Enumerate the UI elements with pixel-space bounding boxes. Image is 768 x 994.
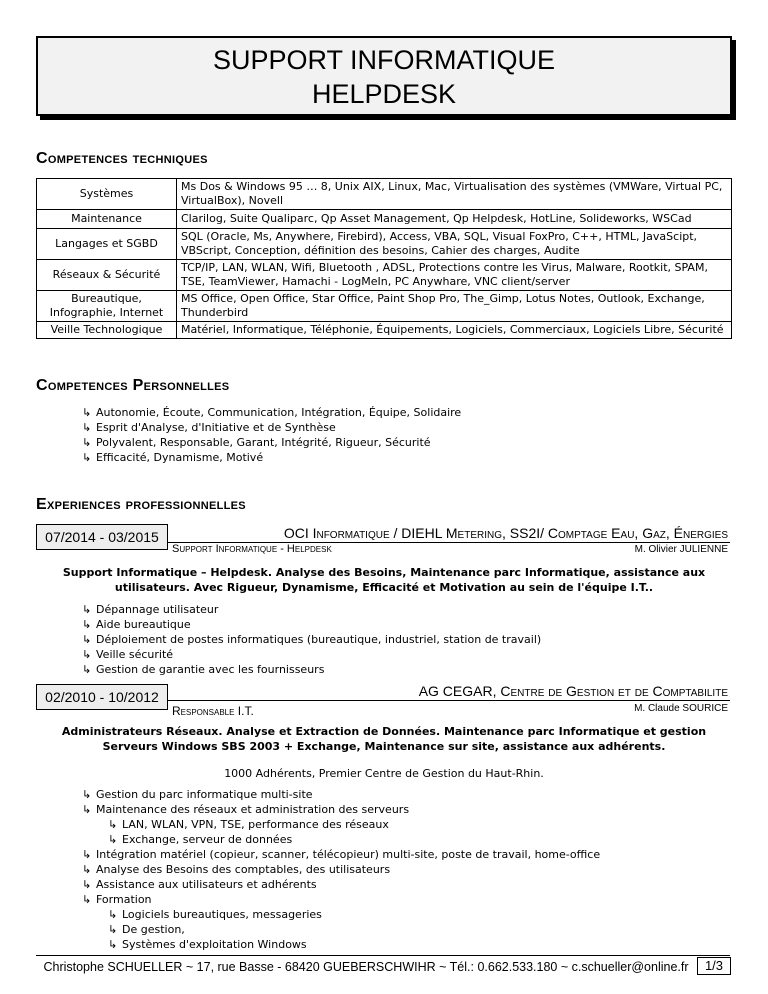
skill-value: MS Office, Open Office, Star Office, Paint Shop Pro, The_Gimp, Lotus Notes, Outlook, Exchange, Thunderbird	[177, 291, 732, 322]
list-item	[82, 892, 600, 952]
skill-value: Ms Dos & Windows 95 … 8, Unix AIX, Linux, Mac, Virtualisation des systèmes (VMWare, Virtual PC, VirtualBox), Novell	[177, 179, 732, 210]
exp2-manager: M. Claude SOURICE	[634, 703, 728, 714]
section-experience-title: Experiences professionnelles	[36, 496, 246, 513]
list-item: ↳ Esprit d'Analyse, d'Initiative et de Synthèse	[82, 420, 461, 435]
exp1-manager: M. Olivier JULIENNE	[634, 544, 728, 555]
exp2-dates: 02/2010 - 10/2012	[36, 684, 168, 710]
skill-value: SQL (Oracle, Ms, Anywhere, Firebird), Access, VBA, SQL, Visual FoxPro, C++, HTML, JavaScipt, VBScript, Conception, définition des besoins, Cahier des charges, Audite	[177, 229, 732, 260]
list-item: ↳ LAN, WLAN, VPN, TSE, performance des réseaux	[108, 817, 600, 832]
list-item	[82, 802, 600, 847]
skill-row	[37, 260, 732, 291]
cv-title-line1: SUPPORT INFORMATIQUE	[212, 45, 556, 75]
list-item: ↳ Assistance aux utilisateurs et adhérents	[82, 877, 600, 892]
list-item: ↳ Exchange, serveur de données	[108, 832, 600, 847]
list-item: ↳ Dépannage utilisateur	[82, 602, 541, 617]
list-item: ↳ De gestion,	[108, 922, 600, 937]
list-item: ↳ Analyse des Besoins des comptables, des utilisateurs	[82, 862, 600, 877]
skill-value: Matériel, Informatique, Téléphonie, Équipements, Logiciels, Commerciaux, Logiciels Libre, Sécurité	[177, 322, 732, 339]
skill-row	[37, 229, 732, 260]
skill-category: Maintenance	[37, 210, 177, 229]
page-number: 1/3	[697, 957, 731, 975]
exp1-role: Support Informatique - Helpdesk	[172, 543, 332, 555]
sub-list	[96, 817, 600, 847]
list-item: ↳ Intégration matériel (copieur, scanner, télécopieur) multi-site, poste de travail, home-office	[82, 847, 600, 862]
exp1-dates: 07/2014 - 03/2015	[36, 524, 168, 550]
technical-skills-table	[36, 178, 732, 339]
list-item: ↳ Polyvalent, Responsable, Garant, Intégrité, Rigueur, Sécurité	[82, 435, 461, 450]
section-technical-title: Competences techniques	[36, 150, 208, 167]
skill-category: Langages et SGBD	[37, 229, 177, 260]
cv-title-box	[36, 36, 732, 116]
skill-row	[37, 322, 732, 339]
skill-value: Clarilog, Suite Qualiparc, Qp Asset Management, Qp Helpdesk, HotLine, Solideworks, WSCad	[177, 210, 732, 229]
section-personal-title: Competences Personnelles	[36, 377, 230, 394]
skill-row	[37, 291, 732, 322]
exp1-employer: OCI Informatique / DIEHL Metering, SS2I/ Comptage Eau, Gaz, Énergies	[283, 525, 728, 541]
skill-value: TCP/IP, LAN, WLAN, Wifi, Bluetooth , ADSL, Protections contre les Virus, Malware, Rootkit, SPAM, TSE, TeamViewer, Hamachi - LogMeIn, PC Anywhare, VNC client/server	[177, 260, 732, 291]
exp2-task-list	[82, 787, 600, 952]
exp2-employer: AG CEGAR, Centre de Gestion et de Comptabilite	[418, 683, 728, 699]
list-item: ↳ Gestion du parc informatique multi-site	[82, 787, 600, 802]
exp2-role: Responsable I.T.	[172, 704, 254, 718]
list-item: ↳ Efficacité, Dynamisme, Motivé	[82, 450, 461, 465]
personal-skills-list	[82, 405, 461, 465]
footer-contact: Christophe SCHUELLER ~ 17, rue Basse - 68420 GUEBERSCHWIHR ~ Tél.: 0.662.533.180 ~ c.schueller@online.fr	[43, 960, 689, 974]
footer-divider	[36, 955, 730, 956]
cv-title-line2: HELPDESK	[311, 79, 457, 109]
list-item: ↳ Veille sécurité	[82, 647, 541, 662]
skill-category: Veille Technologique	[37, 322, 177, 339]
exp2-note: 1000 Adhérents, Premier Centre de Gestion du Haut-Rhin.	[224, 767, 544, 780]
skill-category: Bureautique, Infographie, Internet	[37, 291, 177, 322]
list-item: ↳ Déploiement de postes informatiques (bureautique, industriel, station de travail)	[82, 632, 541, 647]
exp2-divider	[168, 700, 730, 701]
skill-row	[37, 210, 732, 229]
sub-list	[96, 907, 600, 952]
exp1-task-list	[82, 602, 541, 677]
list-item: ↳ Systèmes d'exploitation Windows	[108, 937, 600, 952]
list-item: ↳ Logiciels bureautiques, messageries	[108, 907, 600, 922]
exp1-summary: Support Informatique – Helpdesk. Analyse des Besoins, Maintenance parc Informatique, assistance aux utilisateurs. Avec Rigueur, Dynamisme, Efficacité et Motivation au sein de l'équipe I.T..	[62, 566, 706, 594]
list-item-label: Maintenance des réseaux et administration des serveurs	[96, 803, 410, 816]
skill-category: Systèmes	[37, 179, 177, 210]
skill-category: Réseaux & Sécurité	[37, 260, 177, 291]
list-item-label: Formation	[96, 893, 152, 906]
list-item: ↳ Aide bureautique	[82, 617, 541, 632]
list-item: ↳ Gestion de garantie avec les fournisseurs	[82, 662, 541, 677]
skill-row	[37, 179, 732, 210]
list-item: ↳ Autonomie, Écoute, Communication, Intégration, Équipe, Solidaire	[82, 405, 461, 420]
exp2-summary: Administrateurs Réseaux. Analyse et Extraction de Données. Maintenance parc Informatique et gestion Serveurs Windows SBS 2003 + Exchange, Maintenance sur site, assistance aux adhérents.	[61, 725, 707, 753]
